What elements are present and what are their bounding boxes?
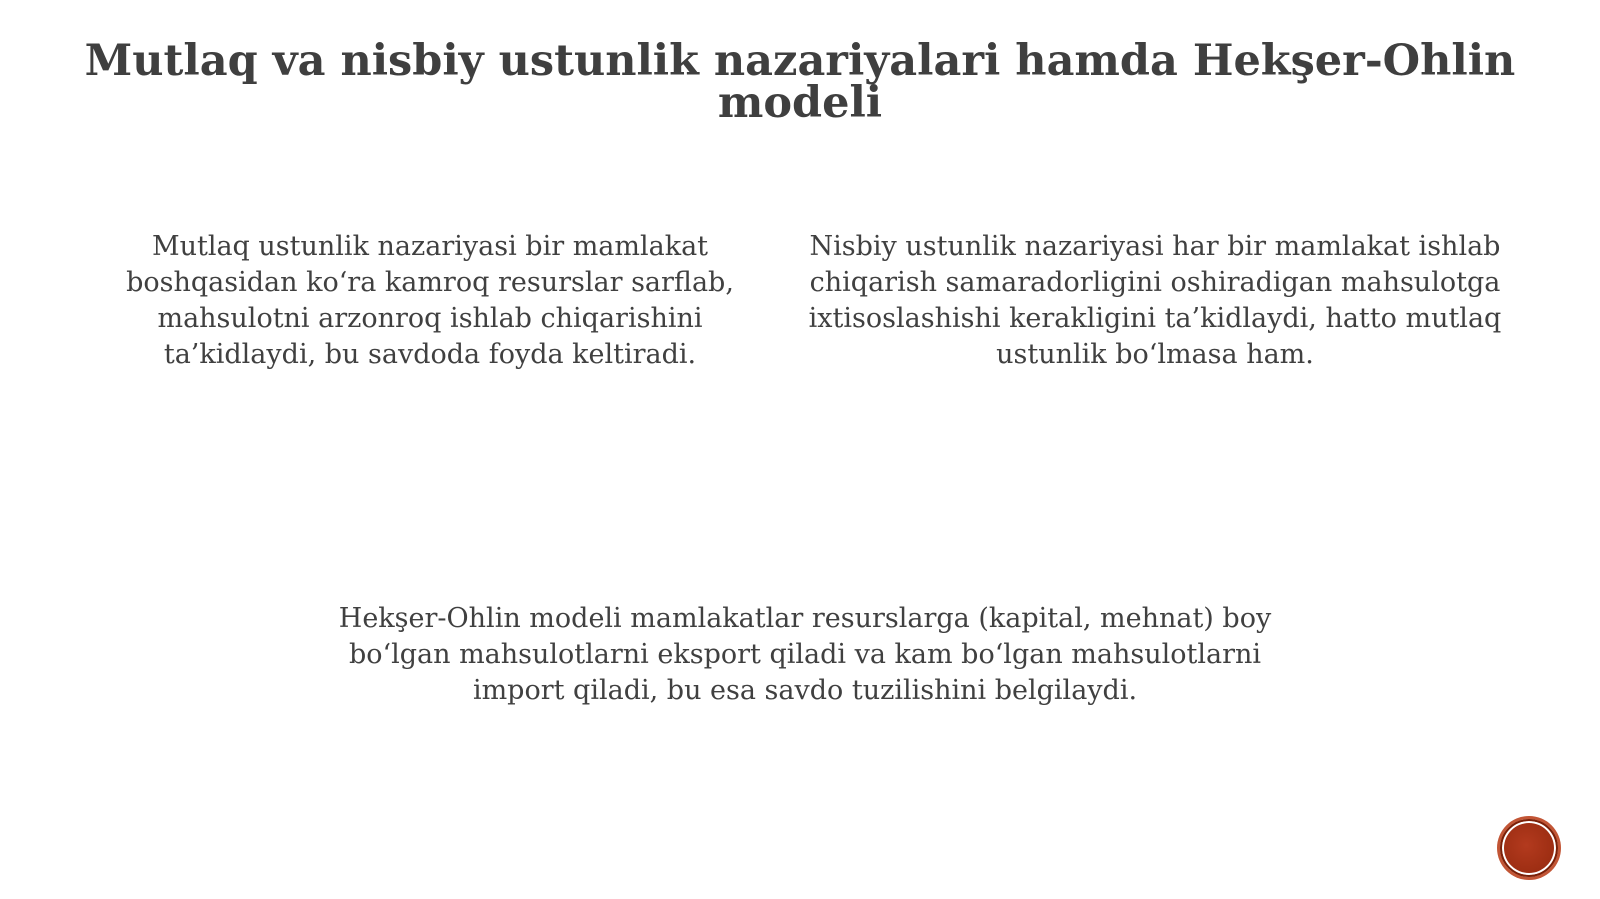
comparative-advantage-text: Nisbiy ustunlik nazariyasi har bir mamlakat ishlab chiqarish samaradorligini oshiradigan mahsulotga ixtisoslashishi kerakligini ta’kidlaydi, hatto mutlaq ustunlik bo‘lmasa ham. [808, 231, 1502, 370]
absolute-advantage-text: Mutlaq ustunlik nazariyasi bir mamlakat boshqasidan ko‘ra kamroq resurslar sarflab, mahsulotni arzonroq ishlab chiqarishini ta’kidlaydi, bu savdoda foyda keltiradi. [126, 231, 734, 370]
slide-corner-dot-icon [1500, 819, 1558, 877]
heckscher-ohlin-text: Hekşer-Ohlin modeli mamlakatlar resurslarga (kapital, mehnat) boy bo‘lgan mahsulotlarni eksport qiladi va kam bo‘lgan mahsulotlarni import qiladi, bu esa savdo tuzilishini belgilaydi. [338, 603, 1272, 706]
slide-title: Mutlaq va nisbiy ustunlik nazariyalari hamda Hekşer-Ohlin modeli [84, 36, 1516, 128]
